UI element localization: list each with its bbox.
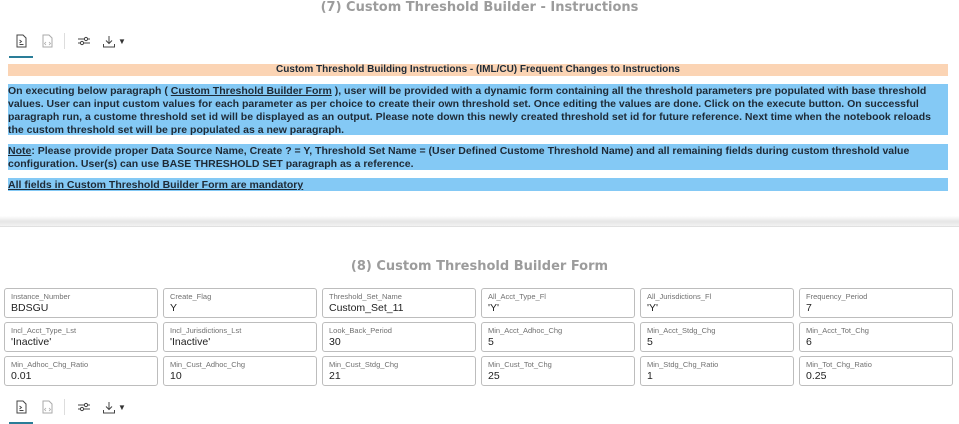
view-output-button[interactable] [8,29,34,53]
chevron-down-icon: ▼ [118,402,126,412]
download-button[interactable] [97,395,131,419]
note-text: Note: Please provide proper Data Source Name, Create ? = Y, Threshold Set Name = (User Defined Custome Threshold Name) and all remaining fields during custom threshold value configuration. User(s) can use BASE THRESHOLD SET paragraph as a reference. [8,144,948,170]
mandatory-notice: All fields in Custom Threshold Builder Form are mandatory [8,178,948,191]
paragraph-divider [0,216,959,227]
field-min-acct-tot-chg[interactable]: Min_Acct_Tot_Chg 6 [799,322,953,352]
view-code-icon [41,400,54,414]
field-all-jurisdictions-fl[interactable]: All_Jurisdictions_Fl 'Y' [640,288,794,318]
field-threshold-set-name[interactable]: Threshold_Set_Name Custom_Set_11 [322,288,476,318]
field-min-adhoc-chg-ratio[interactable]: Min_Adhoc_Chg_Ratio 0.01 [4,356,158,386]
view-code-button[interactable] [34,29,60,53]
note-label: Note [8,145,32,157]
field-look-back-period[interactable]: Look_Back_Period 30 [322,322,476,352]
custom-threshold-builder-form-link[interactable]: Custom Threshold Builder Form [170,85,332,97]
settings-button[interactable] [71,29,97,53]
view-output-button[interactable] [8,395,34,419]
download-icon [102,401,116,414]
view-output-icon [15,34,28,48]
toolbar-separator [64,399,65,415]
field-min-cust-tot-chg[interactable]: Min_Cust_Tot_Chg 25 [481,356,635,386]
settings-button[interactable] [71,395,97,419]
instructions-header-banner: Custom Threshold Building Instructions - (IML/CU) Frequent Changes to Instructions [8,64,948,76]
field-incl-acct-type-lst[interactable]: Incl_Acct_Type_Lst 'Inactive' [4,322,158,352]
field-min-tot-chg-ratio[interactable]: Min_Tot_Chg_Ratio 0.25 [799,356,953,386]
settings-sliders-icon [77,401,91,413]
toolbar-separator [64,33,65,49]
view-code-button[interactable] [34,395,60,419]
field-create-flag[interactable]: Create_Flag Y [163,288,317,318]
download-button[interactable] [97,29,131,53]
paragraph-7-title: (7) Custom Threshold Builder - Instructions [320,0,639,15]
field-instance-number[interactable]: Instance_Number BDSGU [4,288,158,318]
paragraph-8-toolbar [8,394,131,420]
custom-threshold-form [4,288,959,386]
field-min-acct-adhoc-chg[interactable]: Min_Acct_Adhoc_Chg 5 [481,322,635,352]
download-icon [102,35,116,48]
settings-sliders-icon [77,35,91,47]
chevron-down-icon: ▼ [118,36,126,46]
view-output-icon [15,400,28,414]
field-incl-jurisdictions-lst[interactable]: Incl_Jurisdictions_Lst 'Inactive' [163,322,317,352]
paragraph-7-toolbar [8,28,131,54]
field-min-acct-stdg-chg[interactable]: Min_Acct_Stdg_Chg 5 [640,322,794,352]
view-code-icon [41,34,54,48]
instructions-text: On executing below paragraph ( Custom Threshold Builder Form ), user will be provided with a dynamic form containing all the threshold parameters pre populated with base threshold values. User can input custom values for each parameter as per choice to create their own threshold set. Once editing the values are done. Click on the execute button. On successful paragraph run, a custome threshold set id will be displayed as an output. Please note down this newly created threshold set id for future reference. Next time when the notebook reloads the custom threshold set will be pre populated as a new paragraph. [8,84,948,135]
paragraph-8-title: (8) Custom Threshold Builder Form [350,259,609,274]
field-min-cust-adhoc-chg[interactable]: Min_Cust_Adhoc_Chg 10 [163,356,317,386]
field-min-stdg-chg-ratio[interactable]: Min_Stdg_Chg_Ratio 1 [640,356,794,386]
field-min-cust-stdg-chg[interactable]: Min_Cust_Stdg_Chg 21 [322,356,476,386]
field-frequency-period[interactable]: Frequency_Period 7 [799,288,953,318]
field-all-acct-type-fl[interactable]: All_Acct_Type_Fl 'Y' [481,288,635,318]
